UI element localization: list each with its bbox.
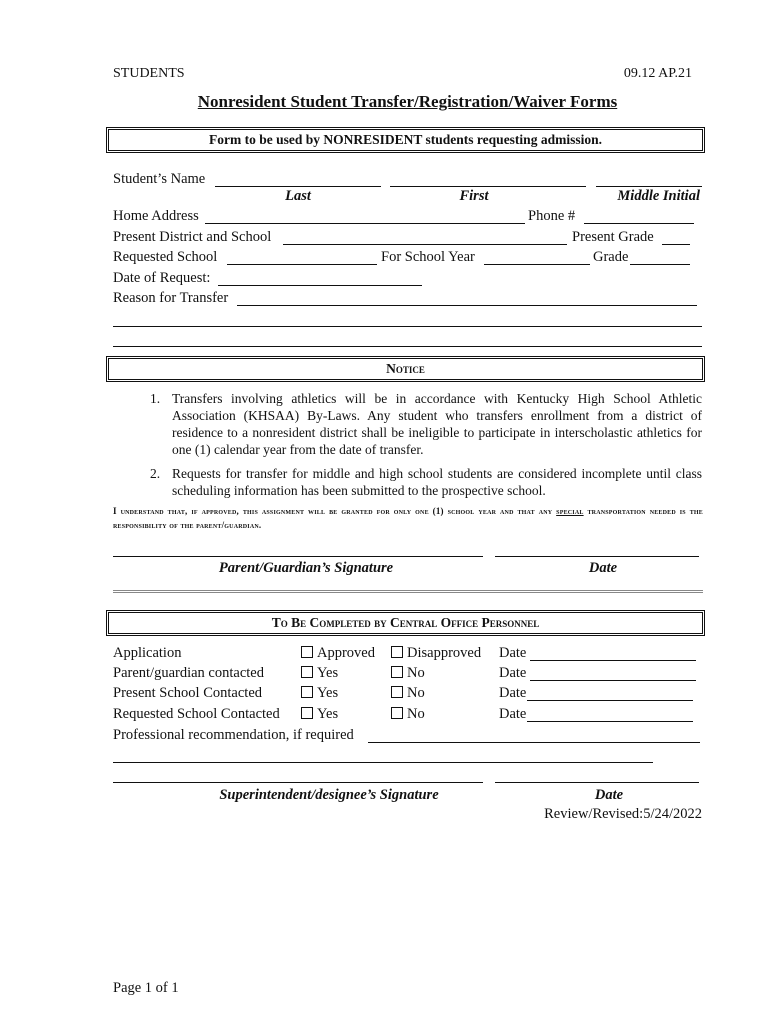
home-address-field[interactable] <box>205 223 525 224</box>
present-grade-field[interactable] <box>662 244 690 245</box>
checkbox-icon[interactable] <box>301 707 313 719</box>
parent-contacted-no[interactable] <box>391 665 425 682</box>
checkbox-icon[interactable] <box>391 686 403 698</box>
date-of-request-field[interactable] <box>218 285 422 286</box>
application-date-field[interactable] <box>530 660 696 661</box>
reason-field-line-3[interactable] <box>113 346 702 347</box>
acknowledgement-statement <box>113 504 703 532</box>
first-name-field[interactable] <box>390 186 586 187</box>
school-year-field[interactable] <box>484 264 590 265</box>
notice-item-text: Requests for transfer for middle and high school students are considered incomplete until class scheduling information has been submitted to the prospective school. <box>172 466 702 498</box>
requested-school-label: Requested School <box>113 249 218 265</box>
superintendent-signature-field[interactable] <box>113 782 483 783</box>
last-name-field[interactable] <box>215 186 381 187</box>
checkbox-icon[interactable] <box>391 707 403 719</box>
professional-recommendation-line-2[interactable] <box>113 762 653 763</box>
ack-text-1: I understand that, if approved, this assignment will be granted for only one (1) school year and that any <box>113 506 557 516</box>
school-year-label: For School Year <box>381 249 475 265</box>
notice-item-number: 2. <box>150 466 161 481</box>
phone-label: Phone # <box>528 208 576 224</box>
requested-school-contacted-label: Requested School Contacted <box>113 706 280 722</box>
parent-date-field[interactable] <box>495 556 699 557</box>
checkbox-icon[interactable] <box>301 666 313 678</box>
reason-field-line-2[interactable] <box>113 326 702 327</box>
notice-item-number: 1. <box>150 391 161 406</box>
present-district-field[interactable] <box>283 244 567 245</box>
phone-field[interactable] <box>584 223 694 224</box>
page-number: Page 1 of 1 <box>113 980 179 996</box>
requested-school-yes[interactable] <box>301 706 338 723</box>
checkbox-icon[interactable] <box>391 666 403 678</box>
ack-text-2: transportation needed is the responsibility of the parent/guardian. <box>113 506 703 530</box>
option-label: No <box>407 685 425 701</box>
notice-item <box>150 390 702 458</box>
parent-date-caption: Date <box>588 560 618 576</box>
checkbox-icon[interactable] <box>301 686 313 698</box>
option-label: Yes <box>317 665 339 681</box>
student-name-label: Student’s Name <box>113 171 206 187</box>
option-label: Disapproved <box>407 645 482 661</box>
grade-label: Grade <box>593 249 629 265</box>
grade-field[interactable] <box>630 264 690 265</box>
application-date-label: Date <box>499 645 527 661</box>
requested-school-date-label: Date <box>499 706 527 722</box>
first-caption: First <box>459 188 489 204</box>
present-school-date-field[interactable] <box>527 700 693 701</box>
last-caption: Last <box>285 188 311 204</box>
reason-label: Reason for Transfer <box>113 290 229 306</box>
application-label: Application <box>113 645 182 661</box>
option-label: No <box>407 706 425 722</box>
notice-item <box>150 465 702 499</box>
notice-list <box>150 390 702 506</box>
parent-signature-field[interactable] <box>113 556 483 557</box>
superintendent-date-caption: Date <box>594 787 624 803</box>
intro-box: Form to be used by NONRESIDENT students requesting admission. <box>106 127 705 153</box>
option-label: No <box>407 665 425 681</box>
notice-item-text: Transfers involving athletics will be in accordance with Kentucky High School Athletic Association (KHSAA) By-Laws. Any student who transfers enrollment from a district of residence to a nonresident district shall be ineligible to participate in interscholastic athletics for one (1) calendar year from the date of transfer. <box>172 391 702 457</box>
requested-school-field[interactable] <box>227 264 377 265</box>
present-school-yes[interactable] <box>301 685 338 702</box>
present-grade-label: Present Grade <box>572 229 654 245</box>
superintendent-signature-caption: Superintendent/designee’s Signature <box>219 787 439 803</box>
office-heading: To Be Completed by Central Office Personnel <box>106 610 705 636</box>
middle-initial-caption: Middle Initial <box>617 188 700 204</box>
revision-date: Review/Revised:5/24/2022 <box>544 806 702 822</box>
page-title: Nonresident Student Transfer/Registration/Waiver Forms <box>197 92 618 111</box>
option-label: Yes <box>317 706 339 722</box>
superintendent-date-field[interactable] <box>495 782 699 783</box>
parent-contacted-date-field[interactable] <box>530 680 696 681</box>
notice-heading: Notice <box>106 356 705 382</box>
option-label: Yes <box>317 685 339 701</box>
parent-signature-caption: Parent/Guardian’s Signature <box>218 560 394 576</box>
middle-initial-field[interactable] <box>596 186 702 187</box>
professional-recommendation-label: Professional recommendation, if required <box>113 727 354 743</box>
option-label: Approved <box>317 645 375 661</box>
date-of-request-label: Date of Request: <box>113 270 211 286</box>
section-code: STUDENTS <box>113 66 185 81</box>
present-school-no[interactable] <box>391 685 425 702</box>
professional-recommendation-field[interactable] <box>368 742 700 743</box>
reason-field-line-1[interactable] <box>237 305 697 306</box>
requested-school-no[interactable] <box>391 706 425 723</box>
parent-contacted-yes[interactable] <box>301 665 338 682</box>
disapproved-option[interactable] <box>391 645 481 662</box>
checkbox-icon[interactable] <box>301 646 313 658</box>
policy-number: 09.12 AP.21 <box>623 66 692 81</box>
parent-contacted-label: Parent/guardian contacted <box>113 665 264 681</box>
parent-contacted-date-label: Date <box>499 665 527 681</box>
present-school-date-label: Date <box>499 685 527 701</box>
present-school-contacted-label: Present School Contacted <box>113 685 263 701</box>
section-divider <box>113 590 703 593</box>
checkbox-icon[interactable] <box>391 646 403 658</box>
approved-option[interactable] <box>301 645 375 662</box>
home-address-label: Home Address <box>113 208 199 224</box>
requested-school-date-field[interactable] <box>527 721 693 722</box>
ack-special: special <box>556 506 584 516</box>
present-district-label: Present District and School <box>113 229 272 245</box>
